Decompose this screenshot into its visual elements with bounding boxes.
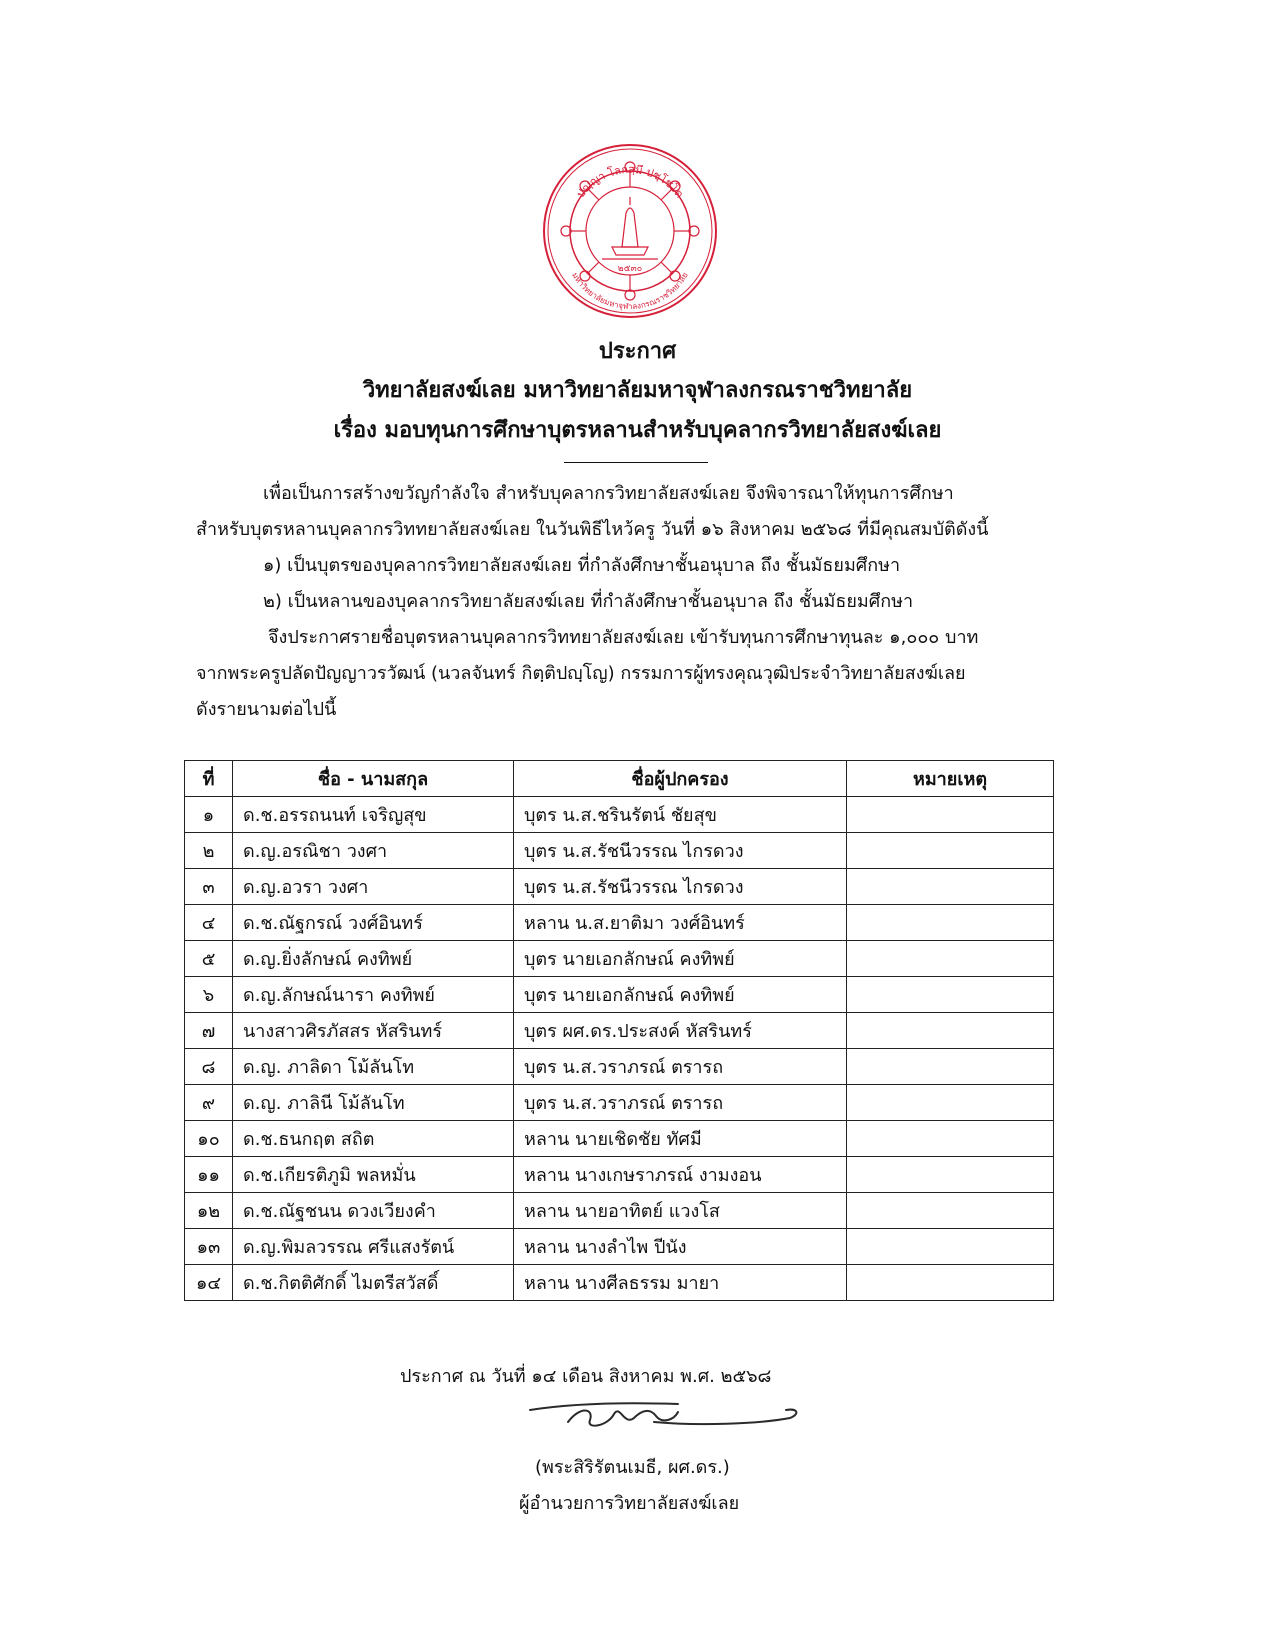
- cell-student-name: ด.ญ. ภาลินี โม้ลันโท: [233, 1085, 514, 1121]
- cell-note: [847, 797, 1054, 833]
- body-line-2: สำหรับบุตรหลานบุคลากรวิททยาลัยสงฆ์เลย ในวันพิธีไหว้ครู วันที่ ๑๖ สิงหาคม ๒๕๖๘ ที่มีคุณสมบัติดังนี้: [196, 519, 989, 540]
- table-row: [185, 869, 1054, 905]
- cell-number: ๑๐: [185, 1121, 233, 1157]
- cell-student-name: ด.ญ.อวรา วงศา: [233, 869, 514, 905]
- announcement-date: ประกาศ ณ วันที่ ๑๔ เดือน สิงหาคม พ.ศ. ๒๕๖๘: [400, 1366, 772, 1387]
- cell-note: [847, 977, 1054, 1013]
- cell-guardian-name: หลาน นายอาทิตย์ แวงโส: [514, 1193, 847, 1229]
- column-header-name: ชื่อ - นามสกุล: [233, 761, 514, 797]
- column-header-guardian: ชื่อผู้ปกครอง: [514, 761, 847, 797]
- cell-student-name: นางสาวศิรภัสสร หัสรินทร์: [233, 1013, 514, 1049]
- table-row: [185, 1049, 1054, 1085]
- cell-note: [847, 1121, 1054, 1157]
- cell-number: ๑๔: [185, 1265, 233, 1301]
- cell-note: [847, 1049, 1054, 1085]
- body-line-5: จึงประกาศรายชื่อบุตรหลานบุคลากรวิททยาลัยสงฆ์เลย เข้ารับทุนการศึกษาทุนละ ๑,๐๐๐ บาท: [268, 627, 979, 648]
- signer-name: (พระสิริรัตนเมธี, ผศ.ดร.): [535, 1457, 730, 1478]
- seal-university-text: มหาวิทยาลัยมหาจุฬาลงกรณราชวิทยาลัย: [570, 270, 690, 312]
- cell-student-name: ด.ญ.ยิ่งลักษณ์ คงทิพย์: [233, 941, 514, 977]
- seal-motto-text: ปญฺญา โลกสฺมึ ปชฺโชโต: [573, 162, 687, 201]
- table-header-row: [185, 761, 1054, 797]
- cell-guardian-name: บุตร น.ส.รัชนีวรรณ ไกรดวง: [514, 833, 847, 869]
- table-row: [185, 941, 1054, 977]
- table-row: [185, 797, 1054, 833]
- body-line-6: จากพระครูปลัดปัญญาวรวัฒน์ (นวลจันทร์ กิตฺติปญฺโญ) กรรมการผู้ทรงคุณวุฒิประจำวิทยาลัยสงฆ์เลย: [196, 663, 966, 684]
- cell-note: [847, 869, 1054, 905]
- cell-student-name: ด.ญ.พิมลวรรณ ศรีแสงรัตน์: [233, 1229, 514, 1265]
- scholarship-recipients-table: [184, 760, 1054, 1301]
- cell-number: ๔: [185, 905, 233, 941]
- table-row: [185, 1157, 1054, 1193]
- cell-guardian-name: หลาน นางศีลธรรม มายา: [514, 1265, 847, 1301]
- signer-title: ผู้อำนวยการวิทยาลัยสงฆ์เลย: [519, 1493, 740, 1514]
- cell-student-name: ด.ช.อรรถนนท์ เจริญสุข: [233, 797, 514, 833]
- cell-number: ๒: [185, 833, 233, 869]
- cell-note: [847, 1085, 1054, 1121]
- cell-note: [847, 941, 1054, 977]
- body-line-7: ดังรายนามต่อไปนี้: [196, 699, 337, 720]
- cell-number: ๑๑: [185, 1157, 233, 1193]
- table-row: [185, 833, 1054, 869]
- college-seal-logo: [542, 143, 718, 319]
- cell-number: ๙: [185, 1085, 233, 1121]
- cell-note: [847, 905, 1054, 941]
- criteria-1: ๑) เป็นบุตรของบุคลากรวิทยาลัยสงฆ์เลย ที่กำลังศึกษาชั้นอนุบาล ถึง ชั้นมัธยมศึกษา: [263, 555, 901, 576]
- cell-student-name: ด.ญ. ภาลิดา โม้ลันโท: [233, 1049, 514, 1085]
- cell-number: ๑: [185, 797, 233, 833]
- cell-student-name: ด.ช.ธนกฤต สถิต: [233, 1121, 514, 1157]
- announcement-subject: เรื่อง มอบทุนการศึกษาบุตรหลานสำหรับบุคลากรวิทยาลัยสงฆ์เลย: [333, 418, 942, 443]
- table-row: [185, 1085, 1054, 1121]
- cell-guardian-name: หลาน น.ส.ยาติมา วงศ์อินทร์: [514, 905, 847, 941]
- criteria-2: ๒) เป็นหลานของบุคลากรวิทยาลัยสงฆ์เลย ที่กำลังศึกษาชั้นอนุบาล ถึง ชั้นมัธยมศึกษา: [263, 591, 914, 612]
- cell-guardian-name: บุตร น.ส.รัชนีวรรณ ไกรดวง: [514, 869, 847, 905]
- cell-number: ๓: [185, 869, 233, 905]
- cell-guardian-name: บุตร ผศ.ดร.ประสงค์ หัสรินทร์: [514, 1013, 847, 1049]
- table-row: [185, 1121, 1054, 1157]
- cell-number: ๑๓: [185, 1229, 233, 1265]
- cell-student-name: ด.ช.กิตติศักดิ์ ไมตรีสวัสดิ์: [233, 1265, 514, 1301]
- cell-guardian-name: บุตร น.ส.วราภรณ์ ตรารถ: [514, 1085, 847, 1121]
- cell-guardian-name: บุตร นายเอกลักษณ์ คงทิพย์: [514, 941, 847, 977]
- table-row: [185, 1229, 1054, 1265]
- cell-note: [847, 1157, 1054, 1193]
- institution-name: วิทยาลัยสงฆ์เลย มหาวิทยาลัยมหาจุฬาลงกรณราชวิทยาลัย: [362, 378, 913, 403]
- table-row: [185, 1193, 1054, 1229]
- cell-number: ๑๒: [185, 1193, 233, 1229]
- announcement-title: ประกาศ: [598, 339, 677, 364]
- cell-guardian-name: บุตร น.ส.ชรินรัตน์ ชัยสุข: [514, 797, 847, 833]
- cell-note: [847, 1229, 1054, 1265]
- cell-number: ๘: [185, 1049, 233, 1085]
- column-header-note: หมายเหตุ: [847, 761, 1054, 797]
- cell-number: ๗: [185, 1013, 233, 1049]
- cell-student-name: ด.ช.เกียรติภูมิ พลหมั่น: [233, 1157, 514, 1193]
- cell-guardian-name: หลาน นายเชิดชัย ทัศมี: [514, 1121, 847, 1157]
- cell-guardian-name: หลาน นางลำไพ ปีนัง: [514, 1229, 847, 1265]
- cell-note: [847, 1013, 1054, 1049]
- table-row: [185, 977, 1054, 1013]
- cell-student-name: ด.ช.ณัฐชนน ดวงเวียงคำ: [233, 1193, 514, 1229]
- cell-note: [847, 1265, 1054, 1301]
- cell-student-name: ด.ญ.ลักษณ์นารา คงทิพย์: [233, 977, 514, 1013]
- column-header-number: ที่: [185, 761, 233, 797]
- signature-image: [528, 1396, 800, 1432]
- seal-center-text: ๒๕๓๐: [617, 264, 643, 274]
- title-divider: [564, 462, 708, 463]
- table-row: [185, 1013, 1054, 1049]
- table-row: [185, 905, 1054, 941]
- cell-student-name: ด.ญ.อรณิชา วงศา: [233, 833, 514, 869]
- table-body: [185, 797, 1054, 1301]
- table-row: [185, 1265, 1054, 1301]
- cell-note: [847, 1193, 1054, 1229]
- cell-student-name: ด.ช.ณัฐกรณ์ วงศ์อินทร์: [233, 905, 514, 941]
- body-line-1: เพื่อเป็นการสร้างขวัญกำลังใจ สำหรับบุคลากรวิทยาลัยสงฆ์เลย จึงพิจารณาให้ทุนการศึกษา: [263, 483, 954, 504]
- stupa-icon: [602, 197, 658, 259]
- cell-number: ๖: [185, 977, 233, 1013]
- cell-number: ๕: [185, 941, 233, 977]
- cell-guardian-name: บุตร นายเอกลักษณ์ คงทิพย์: [514, 977, 847, 1013]
- cell-guardian-name: หลาน นางเกษราภรณ์ งามงอน: [514, 1157, 847, 1193]
- cell-note: [847, 833, 1054, 869]
- cell-guardian-name: บุตร น.ส.วราภรณ์ ตรารถ: [514, 1049, 847, 1085]
